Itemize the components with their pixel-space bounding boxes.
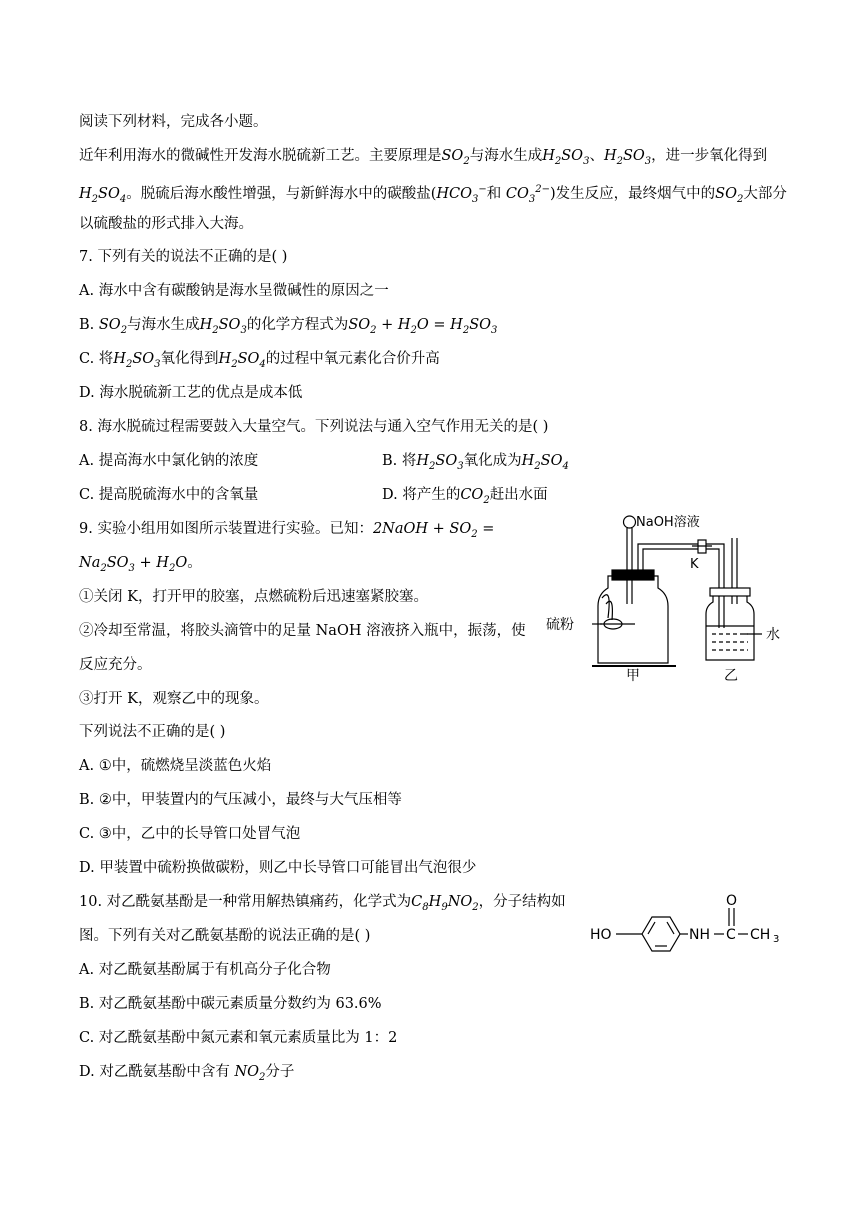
q8-option-c: C. 提高脱硫海水中的含氧量 xyxy=(79,487,259,503)
q8-option-b: B. 将$H_2SO_3$氧化成为$H_2SO_4$ xyxy=(382,453,569,472)
q10-option-d: D. 对乙酰氨基酚中含有 $NO_2$分子 xyxy=(79,1064,295,1083)
q9-step-1: ①关闭 K，打开甲的胶塞，点燃硫粉后迅速塞紧胶塞。 xyxy=(79,589,428,605)
q9-equation-tail: $Na_2SO_3 + H_2O$。 xyxy=(79,555,202,574)
q10-option-a: A. 对乙酰氨基酚属于有机高分子化合物 xyxy=(79,962,331,978)
material-line-1: 近年利用海水的微碱性开发海水脱硫新工艺。主要原理是$SO_2$与海水生成$H_2SO_3$、$H_2SO_3$，进一步氧化得到 xyxy=(79,148,768,167)
q7-option-c: C. 将$H_2SO_3$氧化得到$H_2SO_4$的过程中氧元素化合价升高 xyxy=(79,351,440,370)
label-naoh: NaOH溶液 xyxy=(636,515,700,530)
q9-step-3: ③打开 K，观察乙中的现象。 xyxy=(79,691,269,707)
label-yi: 乙 xyxy=(724,668,738,683)
q10-stem-2: 图。下列有关对乙酰氨基酚的说法正确的是( ) xyxy=(79,928,371,944)
label-sulfur: 硫粉 xyxy=(546,617,574,633)
q10-stem: 10. 对乙酰氨基酚是一种常用解热镇痛药，化学式为$C_8H_9NO_2$，分子结构如 xyxy=(79,894,566,913)
q9-option-c: C. ③中，乙中的长导管口处冒气泡 xyxy=(79,826,301,842)
q9-ask: 下列说法不正确的是( ) xyxy=(79,724,226,740)
q9-option-a: A. ①中，硫燃烧呈淡蓝色火焰 xyxy=(79,758,272,774)
molecule-structure xyxy=(586,888,786,958)
q7-option-b: B. $SO_2$与海水生成$H_2SO_3$的化学方程式为$SO_2 + H_2O = H_2SO_3$ xyxy=(79,317,498,336)
intro-text: 阅读下列材料，完成各小题。 xyxy=(79,114,268,130)
label-c: C xyxy=(726,927,736,943)
q8-stem: 8. 海水脱硫过程需要鼓入大量空气。下列说法与通入空气作用无关的是( ) xyxy=(79,419,549,435)
q9-step-2-cont: 反应充分。 xyxy=(79,657,152,673)
q10-option-b: B. 对乙酰氨基酚中碳元素质量分数约为 63.6% xyxy=(79,996,382,1012)
q10-option-c: C. 对乙酰氨基酚中氮元素和氧元素质量比为 1：2 xyxy=(79,1030,398,1046)
label-jia: 甲 xyxy=(626,668,640,683)
q7-option-d: D. 海水脱硫新工艺的优点是成本低 xyxy=(79,385,303,401)
apparatus-figure xyxy=(540,508,790,683)
label-k: K xyxy=(690,557,699,572)
q9-step-2: ②冷却至常温，将胶头滴管中的足量 NaOH 溶液挤入瓶中，振荡，使 xyxy=(79,623,526,639)
label-ho: HO xyxy=(590,927,612,943)
q7-stem: 7. 下列有关的说法不正确的是( ) xyxy=(79,249,288,265)
label-o: O xyxy=(726,893,738,909)
material-line-2: $H_2SO_4$。脱硫后海水酸性增强，与新鲜海水中的碳酸盐($HCO_3^-$和 $CO_3^{2-}$)发生反应，最终烟气中的$SO_2$大部分 xyxy=(79,184,787,205)
label-ch3-sub: 3 xyxy=(773,934,780,945)
q9-option-d: D. 甲装置中硫粉换做碳粉，则乙中长导管口可能冒出气泡很少 xyxy=(79,860,477,876)
q7-option-a: A. 海水中含有碳酸钠是海水呈微碱性的原因之一 xyxy=(79,283,389,299)
q8-option-a: A. 提高海水中氯化钠的浓度 xyxy=(79,453,259,469)
label-ch3: CH xyxy=(750,927,771,943)
label-water: 水 xyxy=(766,627,780,643)
q8-option-d: D. 将产生的$CO_2$赶出水面 xyxy=(382,487,548,506)
q9-option-b: B. ②中，甲装置内的气压减小，最终与大气压相等 xyxy=(79,792,402,808)
label-nh: NH xyxy=(689,927,710,943)
material-line-3: 以硫酸盐的形式排入大海。 xyxy=(79,216,253,232)
q9-stem: 9. 实验小组用如图所示装置进行实验。已知：2NaOH + $SO_2$ = xyxy=(79,521,495,540)
